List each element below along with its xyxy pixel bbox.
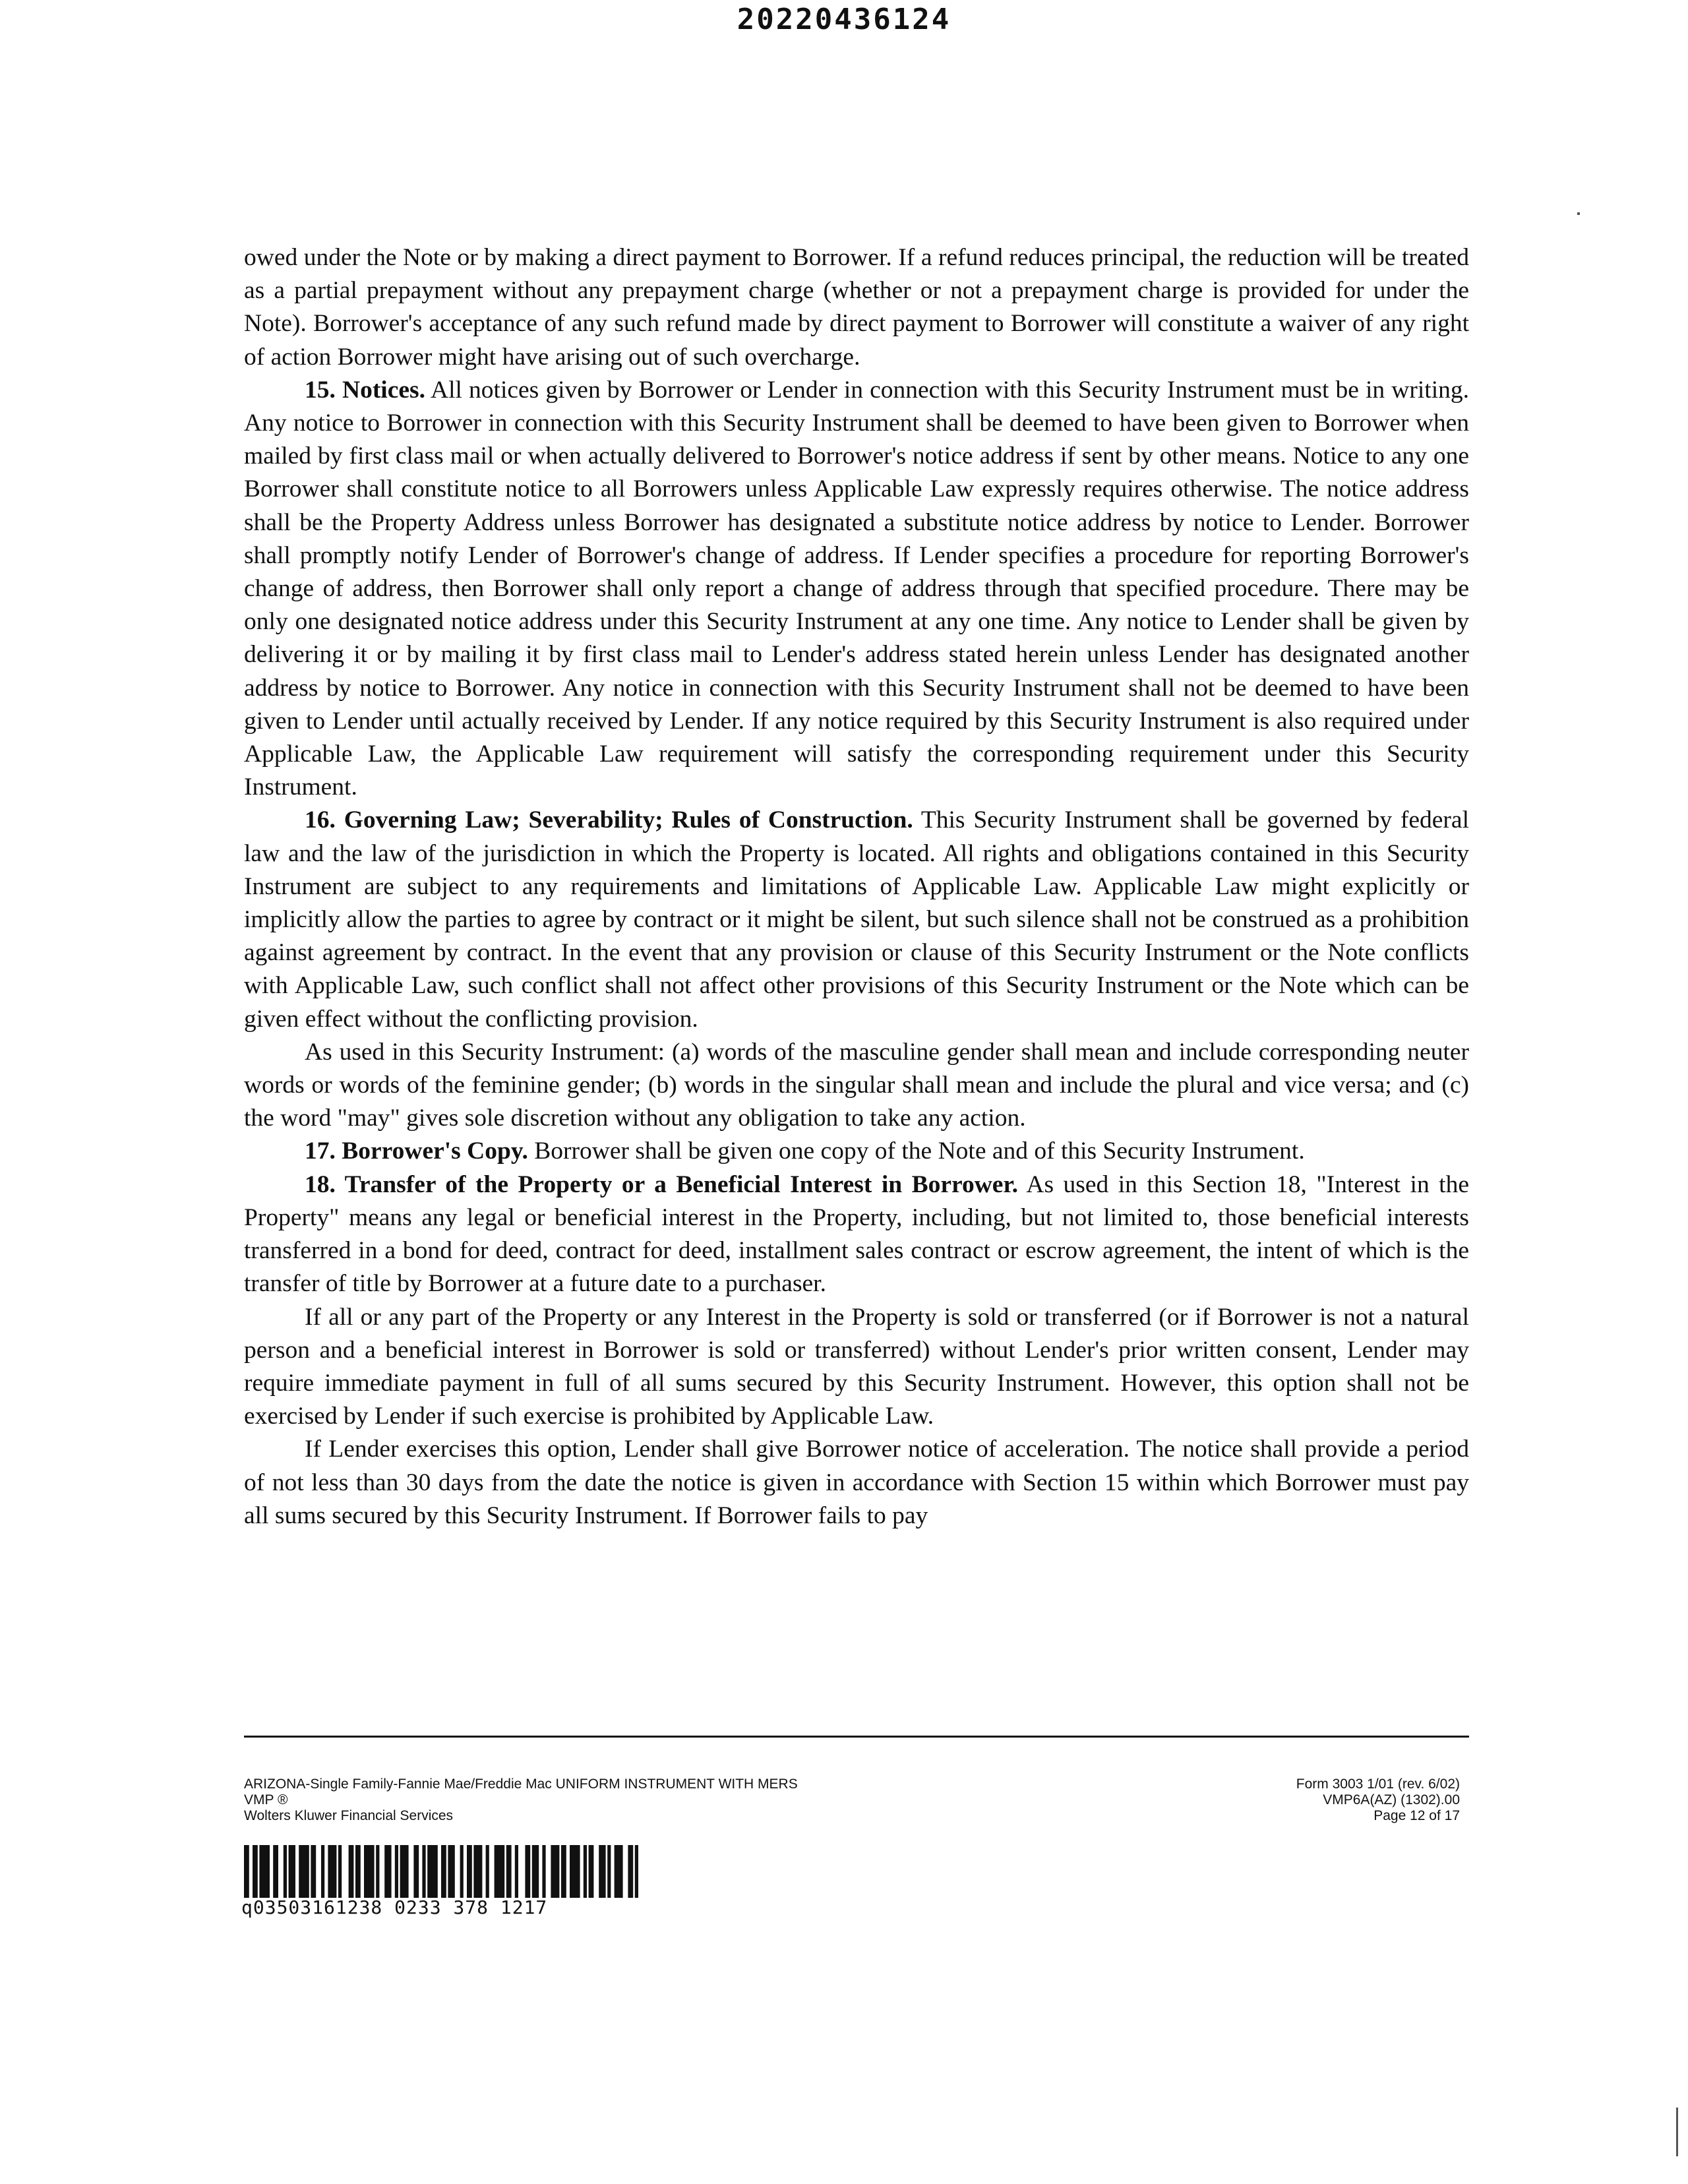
- footer-form-code: VMP6A(AZ) (1302).00: [1323, 1792, 1460, 1807]
- barcode-bar: [384, 1845, 391, 1898]
- barcode-bar: [364, 1845, 375, 1898]
- barcode-bar: [311, 1845, 316, 1898]
- footer-publisher: Wolters Kluwer Financial Services: [244, 1808, 454, 1823]
- footer-page-number: Page 12 of 17: [1373, 1808, 1460, 1823]
- barcode-bar: [599, 1845, 605, 1898]
- barcode-bar: [525, 1845, 530, 1898]
- section-17-text: Borrower shall be given one copy of the Note and of this Security Instrument.: [528, 1138, 1305, 1165]
- footer-vmp: VMP ®: [244, 1792, 288, 1807]
- section-16-text: This Security Instrument shall be governed by federal law and the law of the jurisdiction in which the Property is located. All rights and obligations contained in this Security Instrument are subject to any requirements and limitations of Applicable Law. Applicable Law might explicitly or implicitly allow the parties to agree by contract or it might be silent, but such silence shall not be construed as a prohibition against agreement by contract. In the event that any provision or clause of this Security Instrument or the Note conflicts with Applicable Law, such conflict shall not affect other provisions of this Security Instrument or the Note which can be given effect without the conflicting provision.: [244, 806, 1469, 1033]
- barcode-bar: [607, 1845, 611, 1898]
- barcode-bar: [448, 1845, 454, 1898]
- barcode-bar: [589, 1845, 594, 1898]
- section-18-text: As used in this Section 18, "Interest in the Property" means any legal or beneficial interest in the Property, including, but not limited to, those beneficial interests transferred in a bond for deed, contract for deed, installment sales contract or escrow agreement, the intent of which is the transfer of title by Borrower at a future date to a purchaser.: [244, 1170, 1469, 1298]
- section-16-governing-law: [244, 804, 1469, 1035]
- barcode-bar: [400, 1845, 409, 1898]
- footer-form-revision: Form 3003 1/01 (rev. 6/02): [1296, 1776, 1460, 1792]
- section-18-heading: 18. Transfer of the Property or a Beneficial Interest in Borrower.: [305, 1170, 1018, 1198]
- barcode-bar: [259, 1845, 270, 1898]
- scan-edge-mark: [1676, 2108, 1678, 2156]
- barcode-bar: [284, 1845, 287, 1898]
- barcode-bar: [460, 1845, 464, 1898]
- barcode-bar: [486, 1845, 489, 1898]
- paragraph-overcharge-continued: owed under the Note or by making a direct payment to Borrower. If a refund reduces principal, the reduction will be treated as a partial prepayment without any prepayment charge (whether or not a prepayment charge is provided for under the Note). Borrower's acceptance of any such refund made by direct payment to Borrower will constitute a waiver of any right of action Borrower might have arising out of such overcharge.: [244, 244, 1469, 371]
- barcode-bar: [635, 1845, 638, 1898]
- barcode-bar: [551, 1845, 559, 1898]
- barcode-bar: [289, 1845, 295, 1898]
- barcode-bar: [349, 1845, 354, 1898]
- barcode-bar: [355, 1845, 361, 1898]
- barcode-bar: [506, 1845, 512, 1898]
- barcode-bar: [244, 1845, 249, 1898]
- barcode-bar: [395, 1845, 398, 1898]
- barcode-bar: [570, 1845, 580, 1898]
- barcode-number: q03503161238 0233 378 1217: [241, 1896, 548, 1918]
- barcode-bar: [413, 1845, 419, 1898]
- section-15-text: All notices given by Borrower or Lender in connection with this Security Instrument must be in writing. Any notice to Borrower in connection with this Security Instrument shall be deemed to have been given to Borrower when mailed by first class mail or when actually delivered to Borrower's notice address if sent by other means. Notice to any one Borrower shall constitute notice to all Borrowers unless Applicable Law expressly requires otherwise. The notice address shall be the Property Address unless Borrower has designated a substitute notice address by notice to Lender. Borrower shall promptly notify Lender of Borrower's change of address. If Lender specifies a procedure for reporting Borrower's change of address, then Borrower shall only report a change of address through that specified procedure. There may be only one designated notice address under this Security Instrument at any one time. Any notice to Lender shall be given by delivering it or by mailing it by first class mail to Lender's address stated herein unless Lender has designated another address by notice to Borrower. Any notice in connection with this Security Instrument shall not be deemed to have been given to Lender until actually received by Lender. If any notice required by this Security Instrument is also required under Applicable Law, the Applicable Law requirement will satisfy the corresponding requirement under this Security Instrument.: [244, 376, 1469, 801]
- scan-speck: [1577, 212, 1580, 215]
- section-16-construction-rules: As used in this Security Instrument: (a) words of the masculine gender shall mean and include corresponding neuter words or words of the feminine gender; (b) words in the singular shall mean and include the plural and vice versa; and (c) the word "may" gives sole discretion without any obligation to take any action.: [244, 1038, 1469, 1132]
- barcode-bar: [376, 1845, 379, 1898]
- barcode-bar: [441, 1845, 446, 1898]
- section-16-heading: 16. Governing Law; Severability; Rules of Construction.: [305, 806, 913, 834]
- barcode-bar: [532, 1845, 539, 1898]
- barcode-bar: [299, 1845, 309, 1898]
- barcode-image: [244, 1845, 719, 1898]
- barcode-bar: [338, 1845, 342, 1898]
- barcode-bar: [473, 1845, 482, 1898]
- section-18-acceleration: If Lender exercises this option, Lender shall give Borrower notice of acceleration. The notice shall provide a period of not less than 30 days from the date the notice is given in accordance with Section 15 within which Borrower must pay all sums secured by this Security Instrument. If Borrower fails to pay: [244, 1436, 1469, 1529]
- barcode-bar: [561, 1845, 566, 1898]
- footer-form-number: [1130, 1776, 1460, 1824]
- barcode-bar: [615, 1845, 623, 1898]
- document-body: [244, 241, 1469, 1532]
- barcode-bar: [467, 1845, 472, 1898]
- barcode-bar: [273, 1845, 278, 1898]
- section-17-borrowers-copy: [244, 1135, 1469, 1168]
- barcode-bar: [328, 1845, 336, 1898]
- barcode-bar: [495, 1845, 505, 1898]
- section-15-heading: 15. Notices.: [305, 376, 425, 404]
- barcode-bar: [427, 1845, 438, 1898]
- barcode-bar: [628, 1845, 633, 1898]
- footer-divider: [244, 1736, 1469, 1738]
- footer-form-title: ARIZONA-Single Family-Fannie Mae/Freddie Mac UNIFORM INSTRUMENT WITH MERS: [244, 1776, 798, 1792]
- barcode-bar: [253, 1845, 258, 1898]
- section-18-transfer-consent: If all or any part of the Property or any Interest in the Property is sold or transferred (or if Borrower is not a natural person and a beneficial interest in Borrower is sold or transferred) without Lender's prior written consent, Lender may require immediate payment in full of all sums secured by this Security Instrument. However, this option shall not be exercised by Lender if such exercise is prohibited by Applicable Law.: [244, 1303, 1469, 1430]
- section-18-transfer: [244, 1168, 1469, 1301]
- recording-number: 20220436124: [737, 3, 951, 36]
- barcode-bar: [542, 1845, 545, 1898]
- barcode-bar: [422, 1845, 425, 1898]
- barcode-bar: [321, 1845, 324, 1898]
- section-15-notices: [244, 374, 1469, 804]
- footer-form-info: [244, 1776, 1035, 1824]
- barcode-bar: [584, 1845, 587, 1898]
- section-17-heading: 17. Borrower's Copy.: [305, 1138, 528, 1165]
- barcode-bar: [515, 1845, 518, 1898]
